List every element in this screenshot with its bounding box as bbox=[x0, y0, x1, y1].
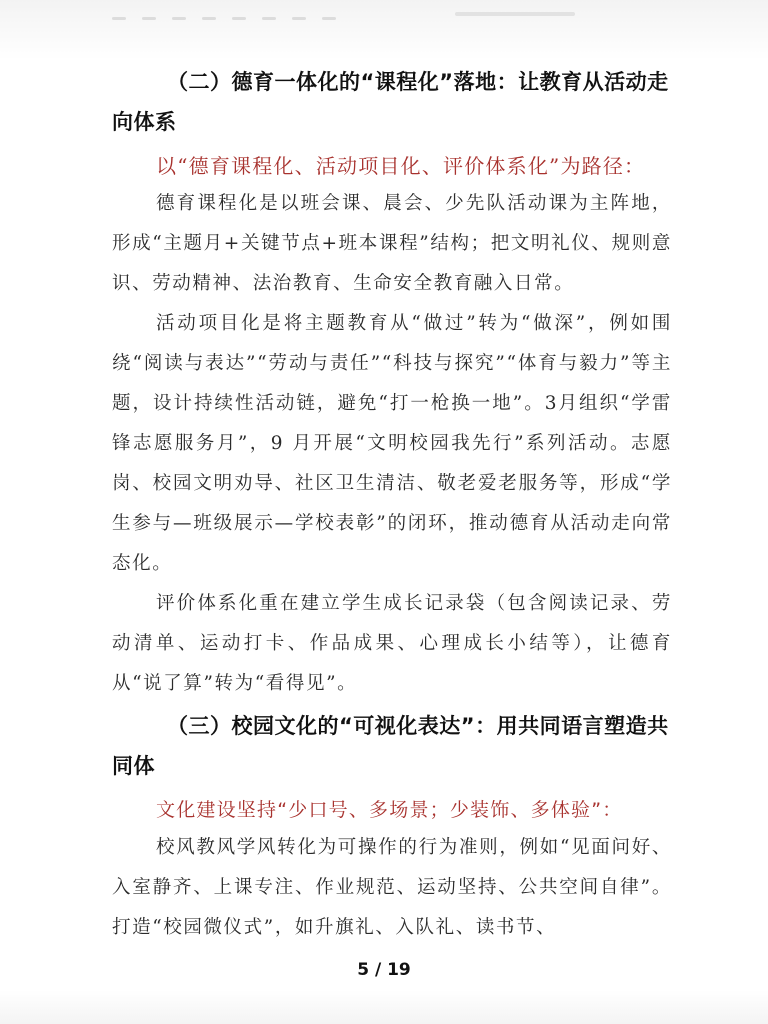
section3-paragraph-1: 校风教风学风转化为可操作的行为准则，例如“见面问好、入室静齐、上课专注、作业规范、运动坚持、公共空间自律”。打造“校园微仪式”，如升旗礼、入队礼、读书节、 bbox=[112, 837, 672, 938]
document-page bbox=[112, 62, 672, 948]
section2-heading: （二）德育一体化的“课程化”落地：让教育从活动走向体系 bbox=[112, 70, 669, 134]
section3-heading: （三）校园文化的“可视化表达”：用共同语言塑造共同体 bbox=[112, 714, 669, 778]
section2-paragraph-3: 评价体系化重在建立学生成长记录袋（包含阅读记录、劳动清单、运动打卡、作品成果、心理成长小结等），让德育从“说了算”转为“看得见”。 bbox=[112, 593, 672, 694]
top-indicator-dots bbox=[112, 5, 352, 24]
section2-paragraph-1: 德育课程化是以班会课、晨会、少先队活动课为主阵地，形成“主题月+关键节点+班本课程”结构；把文明礼仪、规则意识、劳动精神、法治教育、生命安全教育融入日常。 bbox=[112, 193, 672, 294]
section2-lead: 以“德育课程化、活动项目化、评价体系化”为路径： bbox=[156, 154, 646, 178]
section3-lead: 文化建设坚持“少口号、多场景；少装饰、多体验”： bbox=[156, 799, 623, 821]
drag-handle[interactable] bbox=[455, 12, 575, 16]
section2-paragraph-2: 活动项目化是将主题教育从“做过”转为“做深”，例如围绕“阅读与表达”“劳动与责任”“科技与探究”“体育与毅力”等主题，设计持续性活动链，避免“打一枪换一地”。3月组织“学雷锋志愿服务月”，9 月开展“文明校园我先行”系列活动。志愿岗、校园文明劝导、社区卫生清洁、敬老爱老服务等，形成“学生参与—班级展示—学校表彰”的闭环，推动德育从活动走向常态化。 bbox=[112, 313, 672, 574]
page-number: 5 / 19 bbox=[357, 960, 411, 980]
bottom-fade bbox=[0, 990, 768, 1024]
top-status-area bbox=[0, 0, 768, 60]
